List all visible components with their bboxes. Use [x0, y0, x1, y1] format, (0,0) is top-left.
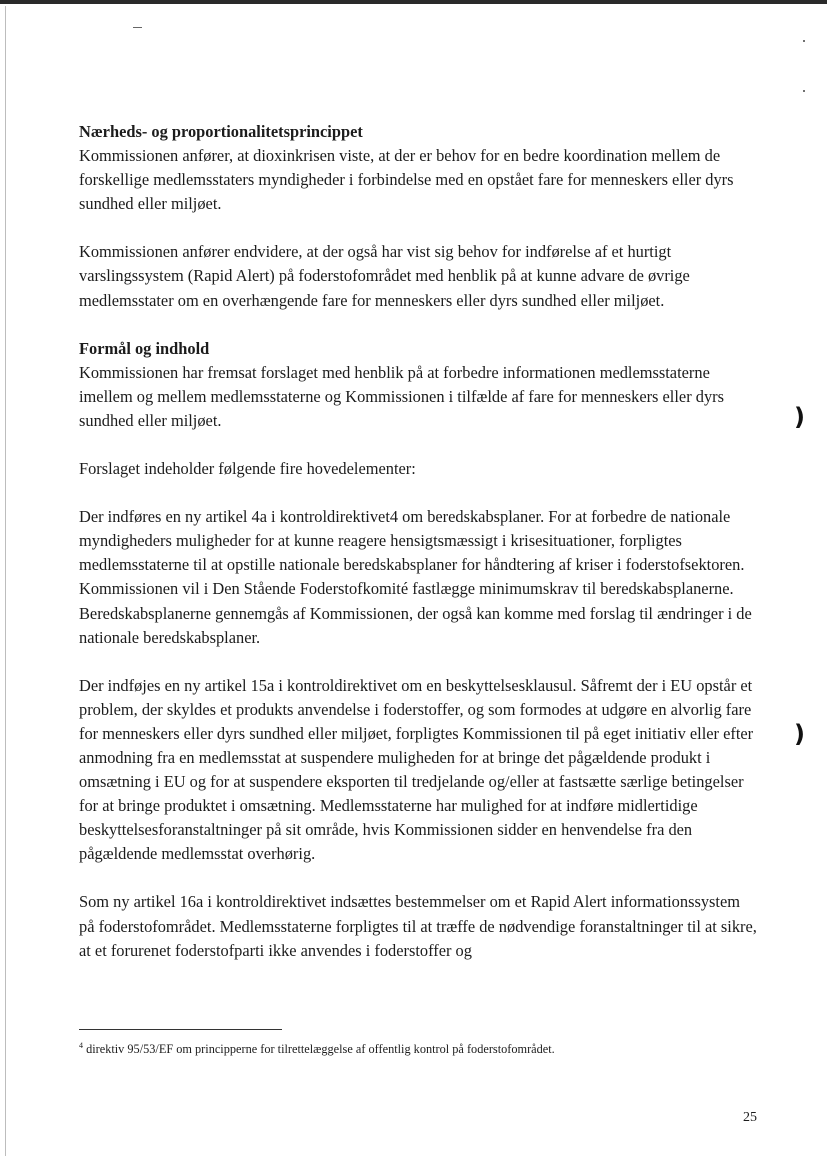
top-edge-rule: [0, 0, 827, 4]
section-heading: Formål og indhold: [79, 338, 210, 358]
margin-bracket-mark: ): [794, 403, 805, 431]
page-number: 25: [743, 1110, 757, 1125]
margin-bracket-mark: ): [794, 720, 805, 748]
left-page-edge: [5, 6, 6, 1156]
scan-dot: [803, 90, 805, 92]
paragraph: Kommissionen anfører endvidere, at der også har vist sig behov for indførelse af et hurtigt varslingssystem (Rapid Alert) på foderstofområdet med henblik på at kunne advare de øvrige medlemsstater om en overhængende fare for menneskers eller dyrs sundhed eller miljøet.: [79, 242, 690, 310]
paragraph: Forslaget indeholder følgende fire hovedelementer:: [79, 459, 416, 479]
scan-dash-mark: [133, 27, 142, 28]
paragraph: Kommissionen anfører, at dioxinkrisen viste, at der er behov for en bedre koordination mellem de forskellige medlemsstaters myndigheder i forbindelse med en opstået fare for menneskers eller dyrs sundhed eller miljøet.: [79, 146, 734, 214]
document-body: [79, 120, 759, 987]
footnote-text: direktiv 95/53/EF om principperne for tilrettelæggelse af offentlig kontrol på foderstofområdet.: [86, 1042, 555, 1057]
paragraph: Kommissionen har fremsat forslaget med henblik på at forbedre informationen medlemsstaterne imellem og mellem medlemsstaterne og Kommissionen i tilfælde af fare for menneskers eller dyrs sundhed eller miljøet.: [79, 362, 724, 430]
footnote-marker: 4: [79, 1041, 83, 1050]
section-heading: Nærheds- og proportionalitetsprincippet: [79, 122, 363, 141]
paragraph: Som ny artikel 16a i kontroldirektivet indsættes bestemmelser om et Rapid Alert informationssystem på foderstofområdet. Medlemsstaterne forpligtes til at træffe de nødvendige foranstaltninger til at sikre, at et forurenet foderstofparti ikke anvendes i foderstoffer og: [79, 892, 757, 960]
scan-dot: [803, 40, 805, 42]
footnote: [79, 1038, 759, 1057]
paragraph: Der indføjes en ny artikel 15a i kontroldirektivet om en beskyttelsesklausul. Såfremt der i EU opstår et problem, der skyldes et produkts anvendelse i foderstoffer, og som formodes at udgøre en alvorlig fare for menneskers eller dyrs sundhed eller miljøet, forpligtes Kommissionen til på eget initiativ eller efter anmodning fra en medlemsstat at suspendere muligheden for at bringe det pågældende produkt i omsætning i EU og for at suspendere eksporten til tredjelande og/eller at fastsætte særlige betingelser for at bringe produktet i omsætning. Medlemsstaterne har mulighed for at indføre midlertidige beskyttelsesforanstaltninger på sit område, hvis Kommissionen sidder en henvendelse fra den pågældende medlemsstat overhørig.: [79, 675, 754, 864]
paragraph: Der indføres en ny artikel 4a i kontroldirektivet4 om beredskabsplaner. For at forbedre de nationale myndigheders muligheder for at kunne reagere hensigtsmæssigt i krisesituationer, forpligtes medlemsstaterne til at opstille nationale beredskabsplaner for håndtering af kriser i foderstofsektoren. Kommissionen vil i Den Stående Foderstofkomité fastlægge minimumskrav til beredskabsplanerne. Beredskabsplanerne gennemgås af Kommissionen, der også kan komme med forslag til ændringer i de nationale beredskabsplaner.: [79, 507, 752, 647]
footnote-separator: [79, 1029, 282, 1030]
